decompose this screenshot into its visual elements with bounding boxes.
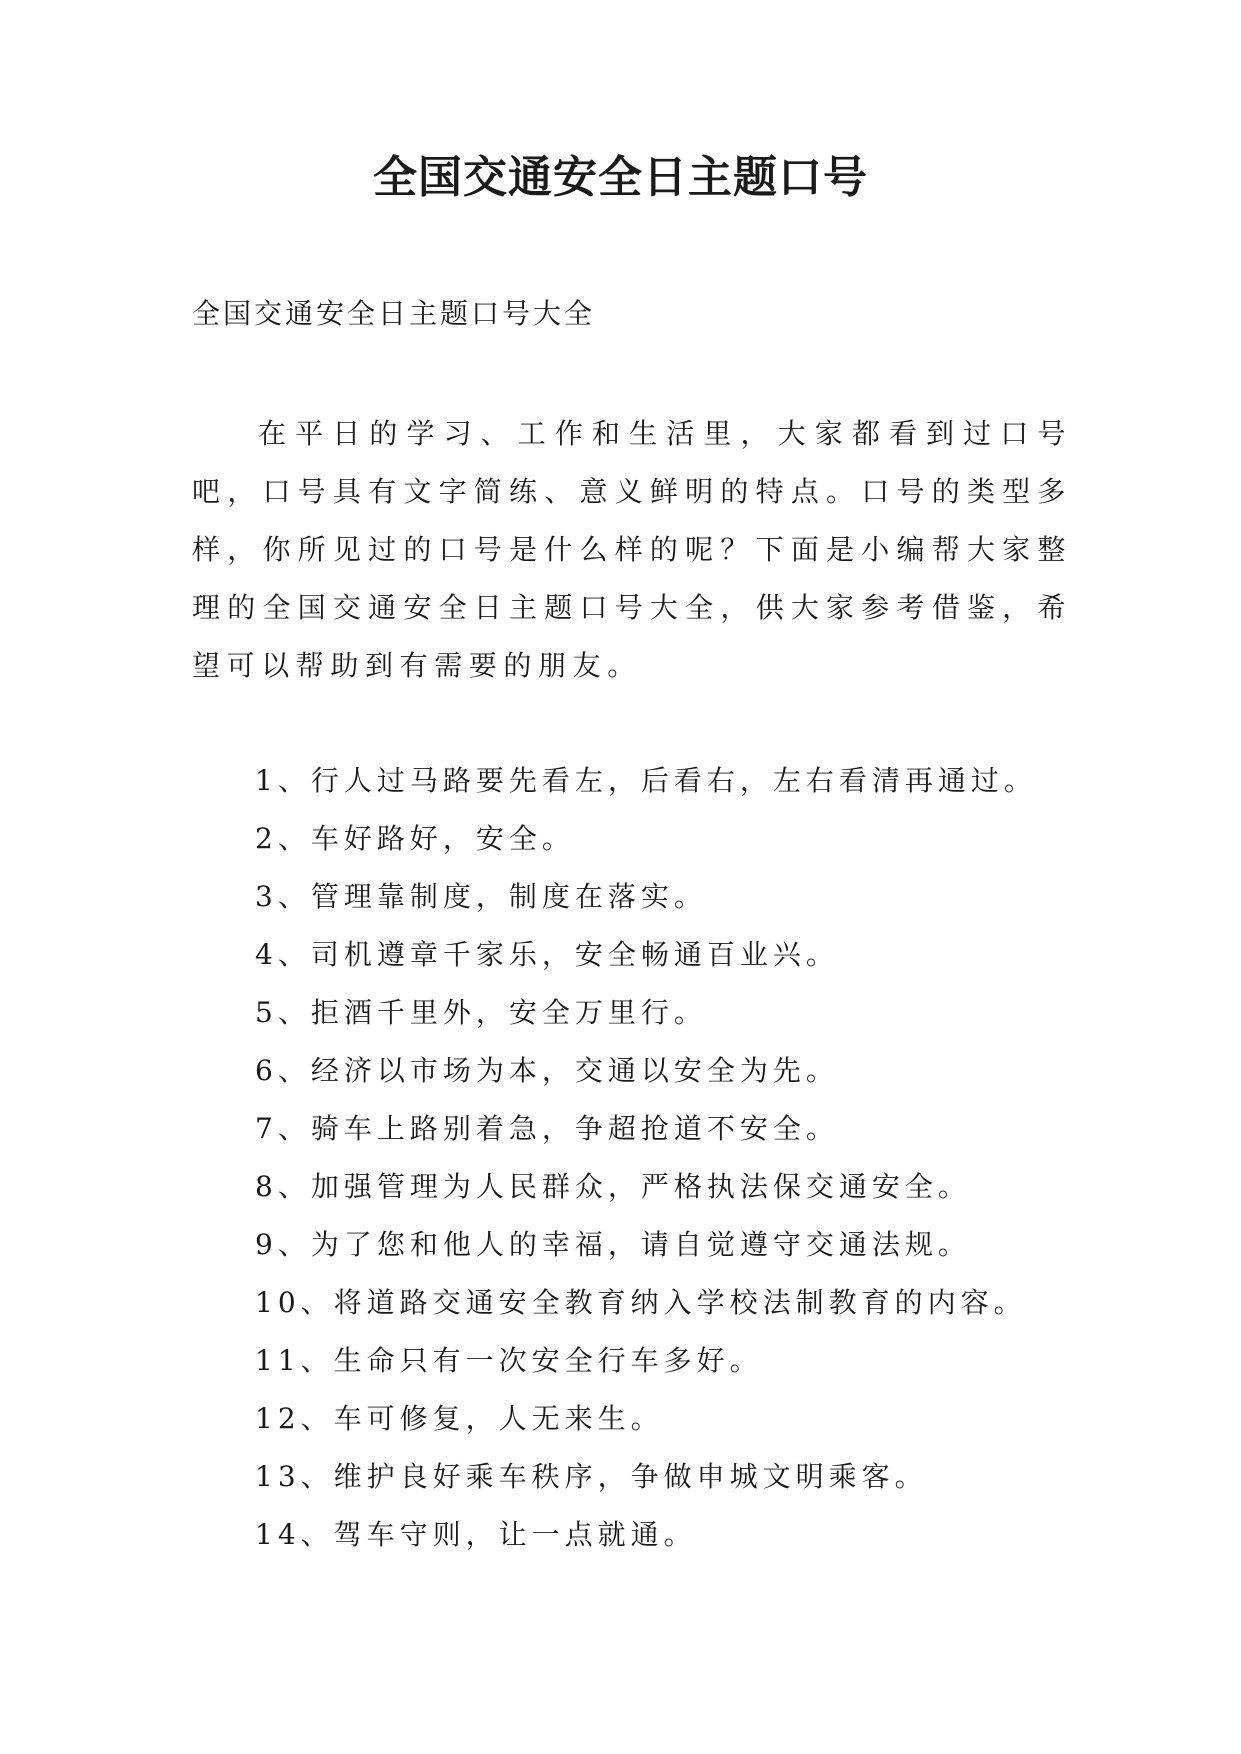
slogan-list	[255, 752, 1105, 1564]
slogan-item: 10、将道路交通安全教育纳入学校法制教育的内容。	[255, 1286, 1027, 1319]
slogan-item: 5、拒酒千里外，安全万里行。	[255, 996, 707, 1029]
document-title: 全国交通安全日主题口号	[373, 152, 868, 203]
slogan-item: 12、车可修复，人无来生。	[255, 1402, 664, 1435]
slogan-item: 4、司机遵章千家乐，安全畅通百业兴。	[255, 938, 839, 971]
slogan-item: 3、管理靠制度，制度在落实。	[255, 880, 707, 913]
slogan-item: 2、车好路好，安全。	[255, 822, 575, 855]
document-subtitle: 全国交通安全日主题口号大全	[192, 297, 596, 330]
slogan-item: 7、骑车上路别着急，争超抢道不安全。	[255, 1112, 839, 1145]
intro-paragraph: 在平日的学习、工作和生活里，大家都看到过口号吧，口号具有文字简练、意义鲜明的特点。口号的类型多样，你所见过的口号是什么样的呢？下面是小编帮大家整理的全国交通安全日主题口号大全，供大家参考借鉴，希望可以帮助到有需要的朋友。	[192, 417, 1072, 682]
slogan-item: 13、维护良好乘车秩序，争做申城文明乘客。	[255, 1460, 928, 1493]
slogan-item: 14、驾车守则，让一点就通。	[255, 1518, 697, 1551]
slogan-item: 8、加强管理为人民群众，严格执法保交通安全。	[255, 1170, 971, 1203]
slogan-item: 6、经济以市场为本，交通以安全为先。	[255, 1054, 839, 1087]
slogan-item: 9、为了您和他人的幸福，请自觉遵守交通法规。	[255, 1228, 971, 1261]
slogan-item: 11、生命只有一次安全行车多好。	[255, 1344, 763, 1377]
slogan-item: 1、行人过马路要先看左，后看右，左右看清再通过。	[255, 764, 1037, 797]
